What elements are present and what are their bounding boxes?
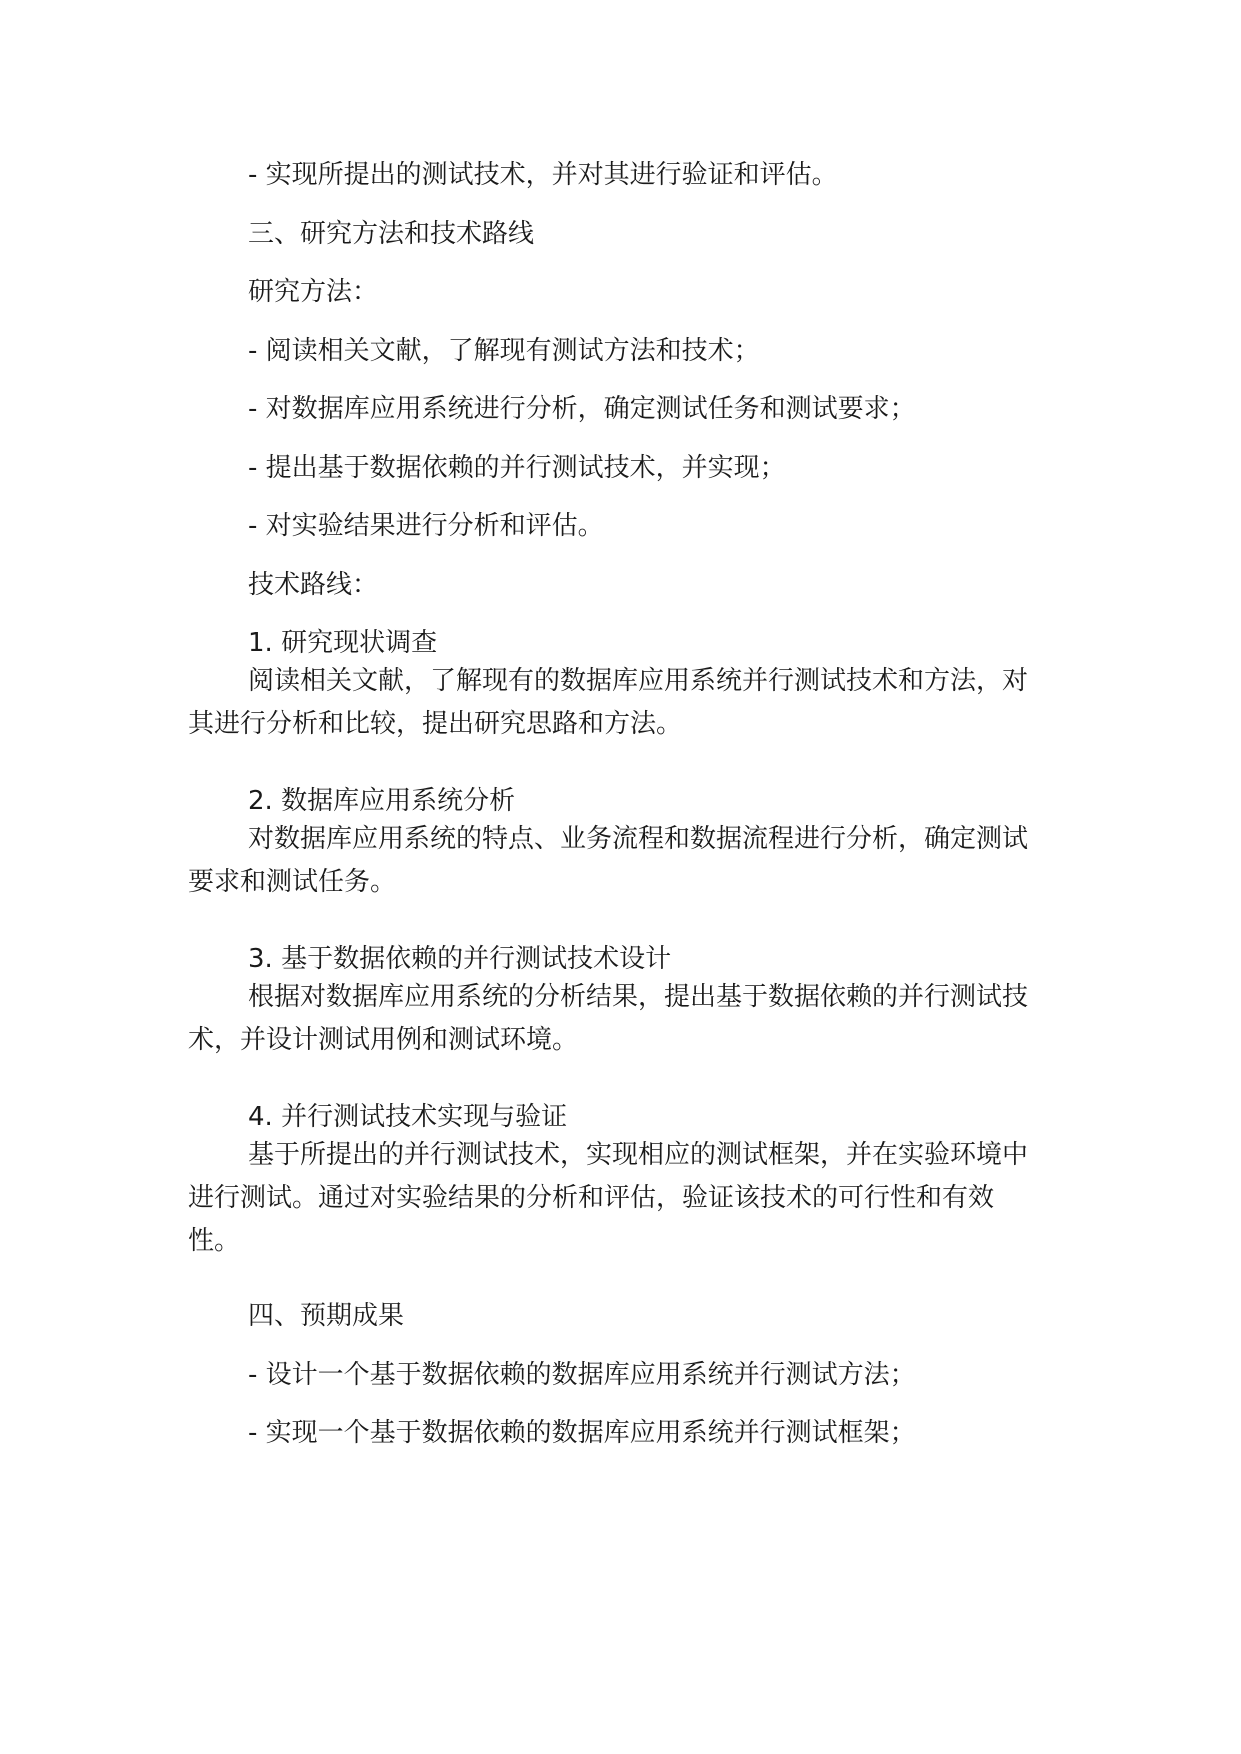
- step-heading-1: 1. 研究现状调查: [248, 628, 438, 658]
- subheading-research-methods: 研究方法：: [248, 277, 379, 307]
- step-body-2: 对数据库应用系统的特点、业务流程和数据流程进行分析，确定测试要求和测试任务。: [188, 824, 1029, 897]
- bullet-read-literature: - 阅读相关文献，了解现有测试方法和技术；: [248, 336, 760, 366]
- step-body-4: 基于所提出的并行测试技术，实现相应的测试框架，并在实验环境中进行测试。通过对实验结果的分析和评估，验证该技术的可行性和有效性。: [188, 1140, 1029, 1256]
- bullet-implement-evaluate: - 实现所提出的测试技术，并对其进行验证和评估。: [248, 160, 838, 190]
- bullet-implement-framework: - 实现一个基于数据依赖的数据库应用系统并行测试框架；: [248, 1418, 916, 1448]
- step-body-1: 阅读相关文献，了解现有的数据库应用系统并行测试技术和方法，对其进行分析和比较，提出研究思路和方法。: [188, 666, 1029, 739]
- bullet-evaluate-results: - 对实验结果进行分析和评估。: [248, 511, 604, 541]
- section-heading-methods: 三、研究方法和技术路线: [248, 219, 535, 249]
- bullet-propose-technique: - 提出基于数据依赖的并行测试技术，并实现；: [248, 453, 786, 483]
- step-heading-3: 3. 基于数据依赖的并行测试技术设计: [248, 944, 672, 974]
- step-body-3: 根据对数据库应用系统的分析结果，提出基于数据依赖的并行测试技术，并设计测试用例和测试环境。: [188, 982, 1029, 1055]
- subheading-technical-route: 技术路线：: [248, 570, 379, 600]
- bullet-analyze-system: - 对数据库应用系统进行分析，确定测试任务和测试要求；: [248, 394, 916, 424]
- step-heading-4: 4. 并行测试技术实现与验证: [248, 1102, 568, 1132]
- step-heading-2: 2. 数据库应用系统分析: [248, 786, 516, 816]
- section-heading-outcomes: 四、预期成果: [248, 1301, 405, 1331]
- bullet-design-method: - 设计一个基于数据依赖的数据库应用系统并行测试方法；: [248, 1360, 916, 1390]
